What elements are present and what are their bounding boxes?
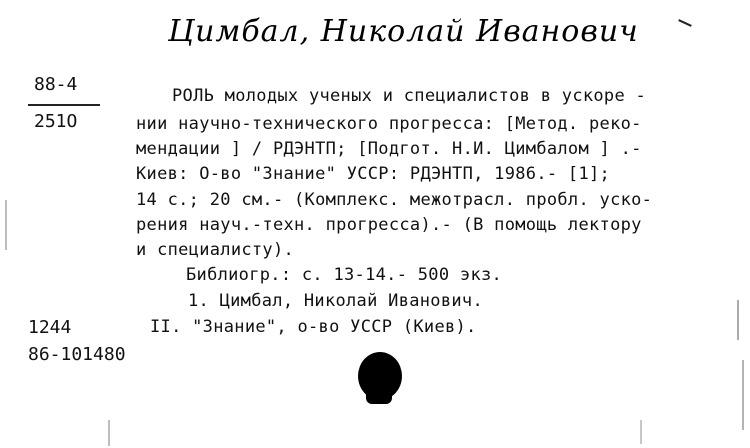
card-number: 86-101480 — [28, 344, 126, 365]
tracing-organization: II. "Знание", о-во УССР (Киев). — [150, 317, 477, 337]
entry-line: нии научно-технического прогресса: [Метод. реко- — [136, 114, 642, 134]
classification-divider — [28, 104, 100, 106]
entry-line: и специалисту). — [136, 240, 295, 260]
pen-mark — [678, 19, 692, 27]
registration-number: 1244 — [28, 317, 72, 338]
entry-line: Киев: О-во "Знание" УССР: РДЭНТП, 1986.- [1]; — [136, 164, 611, 184]
entry-line: РОЛЬ молодых ученых и специалистов в ускоре - — [172, 86, 647, 106]
scan-noise — [5, 200, 7, 250]
bibliography-note: Библиогр.: с. 13-14.- 500 экз. — [186, 265, 503, 285]
author-mark: 251О — [34, 111, 78, 132]
scan-noise — [108, 420, 110, 446]
punch-hole-tab — [366, 390, 392, 404]
classification-number: 88-4 — [34, 74, 78, 95]
entry-line: рения науч.-техн. прогресса).- (В помощь лектору — [136, 215, 642, 235]
scan-noise — [640, 420, 642, 444]
scan-noise — [737, 300, 739, 340]
tracing-author: 1. Цимбал, Николай Иванович. — [188, 291, 483, 311]
entry-line: 14 с.; 20 см.- (Комплекс. межотрасл. пробл. уско- — [136, 190, 653, 210]
author-heading: Цимбал, Николай Иванович — [168, 14, 639, 49]
scan-noise — [742, 360, 744, 430]
entry-line: мендации ] / РДЭНТП; [Подгот. Н.И. Цимбалом ] .- — [136, 139, 642, 159]
